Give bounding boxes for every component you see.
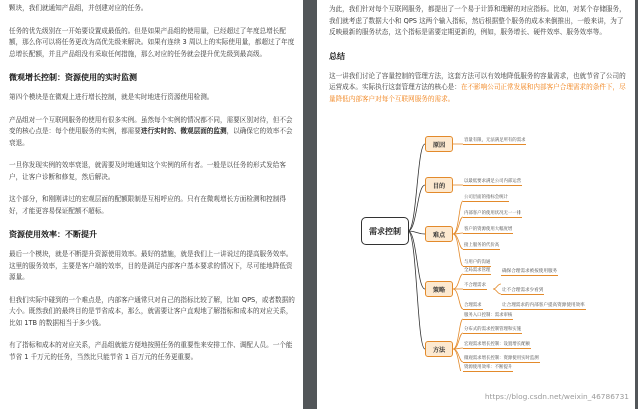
section-heading: 总结 — [329, 51, 345, 61]
paragraph: 这个部分，和刚刚讲过的宏观层面的配额限制是互相呼应的。只有在微观增长方面检测和控制得好，才能更容易保证配额不超标。 — [9, 195, 286, 215]
mindmap-leaf: 宏观需求增长控制：设置增长配额 — [464, 342, 530, 347]
paragraph: 但我们实际中碰到的一个难点是，内部客户通常只对自己的指标比较了解，比如 QPS，或者数据的大小。既然我们的最终目的是节省成本，那么，就需要让客户直观地了解指标和成本的对应关系，比如 1TB 的数据相当于多少钱。 — [9, 295, 295, 327]
mindmap-leaf: 内部客户的使用状况无一一排 — [464, 211, 522, 216]
mindmap-sub-leaf: 让不合理需求少看到 — [502, 288, 544, 293]
mindmap-leaf: 全局需求管理 — [464, 268, 491, 273]
mindmap-leaf: 不合理需求 — [464, 283, 486, 288]
watermark-text: https://blog.csdn.net/weixin_46786731 — [484, 392, 629, 401]
mindmap-leaf: 分布式的需求控制管理和实施 — [464, 327, 522, 332]
mindmap-root-node: 需求控制 — [361, 217, 409, 245]
mindmap-leaf: 公司层面的指标会统计 — [464, 195, 508, 200]
mindmap-branch-difficulty: 难点 — [425, 226, 453, 242]
mindmap-branch-purpose: 目的 — [425, 177, 453, 193]
mindmap-diagram — [329, 109, 626, 371]
section-heading: 资源使用效率：不断提升 — [9, 230, 97, 239]
mindmap-leaf: 以最低要求满足公司内部运营 — [464, 179, 522, 184]
mindmap-sub-leaf: 确保合理需求被按使用服务 — [502, 269, 558, 274]
paragraph: 任务的优先级别在一开始要设置成最低的。但是如果产品组的使用量，已经超过了年度总增长配额，那么你可以将任务更改为高优先级来解决。如果有连续 3 周以上的实际使用量，都超过了年度总增长配额，并且产品组没有采取任何措施，那么对应的任务就会提升优先级到最高级。 — [9, 26, 295, 58]
text-span: 产品组对一个互联网服务的使用有很多实例。虽然每个实例的情况都不同，需要区别对待，但不会变的核心点是：每个使用服务的实例，都需要 — [9, 115, 293, 135]
paragraph: 颗块，我们就通知产品组，并创建对应的任务。 — [9, 4, 148, 12]
paragraph: 最后一个模块，就是不断提升资源使用效率。最好的措施，就是我们上一讲说过的提高服务效率。这里的服务效率，主要是客户端的效率，目的是满足内部客户基本要求的情况下，尽可能地降低资源量。 — [9, 250, 293, 281]
paragraph — [9, 115, 295, 150]
mindmap-branch-strategy: 策略 — [425, 281, 453, 297]
paragraph: 有了指标和成本的对应关系，产品组就能方便地按照任务的重要性来安排工作、调配人员。一个能节省 1 千万元的任务，当然比只能节省 1 百万元的任务更重要。 — [9, 341, 293, 361]
paragraph: 为此，我们针对每个互联网服务，都提出了一个易于计算和理解的对应指标。比如，对某个存储服务，我们就考虑了数据大小和 QPS 这两个输入指标，然后根据整个服务的成本来倒推出，一般来讲，为了反映最新的服务状态，这个指标是需要定期更新的，例如，服务增长、硬件效率、服务效率等。 — [329, 5, 626, 36]
mindmap-leaf: 接上服务的代价高 — [464, 243, 500, 248]
section-heading: 微观增长控制：资源使用的实时监测 — [9, 73, 137, 82]
paragraph — [329, 71, 626, 106]
mindmap-leaf: 与用户的沟通 — [464, 260, 491, 265]
mindmap-leaf: 微观需求增长控制：资源使用实时监测 — [464, 356, 539, 361]
mindmap-leaf: 服务入口控制：需求审核 — [464, 313, 513, 318]
mindmap-leaf: 客户的资源使用大幅度增 — [464, 227, 513, 232]
left-document-page — [0, 0, 303, 409]
highlighted-text: 在不影响公司正常发展和内部客户合理需求的条件下，尽量降低内部客户对每个互联网服务的需求。 — [329, 83, 626, 103]
mindmap-sub-leaf: 让合理需求的内部客户提高资源使用效率 — [502, 303, 585, 308]
mindmap-branch-reason: 原因 — [425, 136, 453, 152]
text-span: 这一讲我们讨论了容量控制的管理方法，这套方法可以有效地降低服务的容量需求，也就节省了公司的运营成本。实际执行这套管理方法的核心是： — [329, 71, 626, 91]
bold-text: 进行实时的、微观层面的监测 — [140, 127, 227, 135]
mindmap-leaf: 容量有限，无法满足所有的需求 — [464, 138, 526, 143]
paragraph: 第四个模块是在微观上进行增长控制，就是实时地进行资源使用检测。 — [9, 93, 214, 101]
text-span: ，以确保它的效率不会衰退。 — [9, 127, 293, 147]
mindmap-leaf: 资源使用效率：不断提升 — [464, 365, 513, 370]
mindmap-branch-method: 方法 — [425, 341, 453, 357]
mindmap-leaf: 合理需求 — [464, 303, 482, 308]
paragraph: 一旦你发现实例的效率衰退，就需要及时地通知这个实例的所有者。一般是以任务的形式发给客户，让客户诊断和修复，然后解决。 — [9, 161, 286, 181]
right-document-page — [317, 0, 635, 409]
